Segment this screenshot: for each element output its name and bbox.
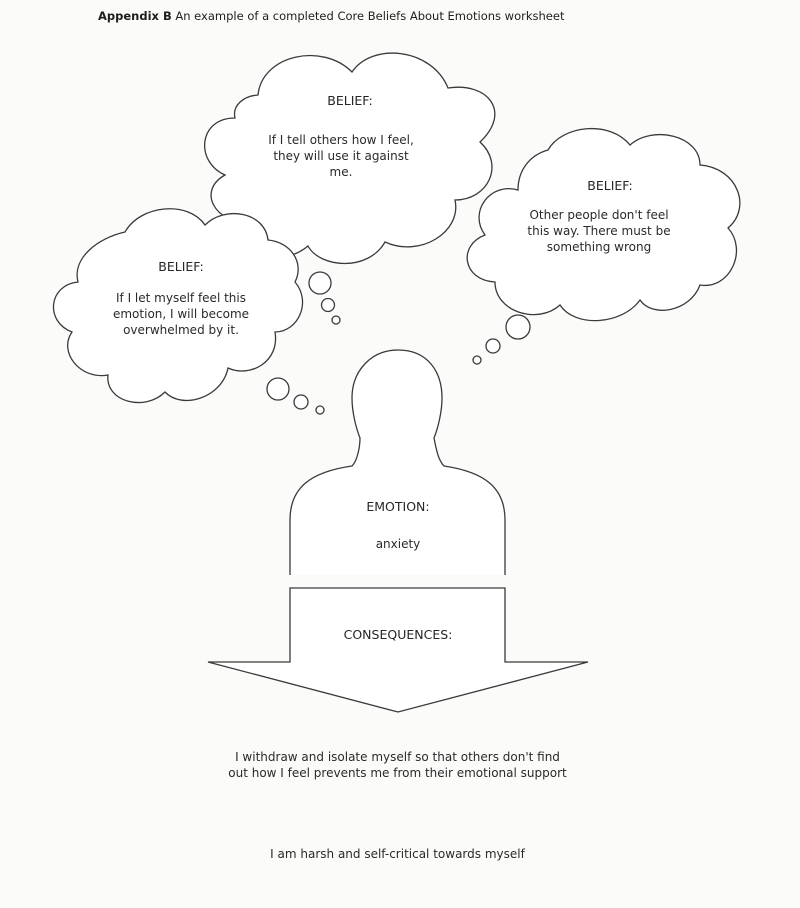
- belief-left-label: BELIEF:: [158, 259, 204, 274]
- thought-bubble-right-2: [486, 339, 500, 353]
- consequences-label: CONSEQUENCES:: [343, 627, 453, 642]
- worksheet-title: An example of a completed Core Beliefs About Emotions worksheet: [175, 9, 565, 23]
- belief-top-text: If I tell others how I feel, they will use it against me.: [268, 133, 414, 179]
- thought-bubble-right-3: [473, 356, 481, 364]
- emotion-label: EMOTION:: [366, 499, 430, 514]
- belief-left-text: If I let myself feel this emotion, I will become overwhelmed by it.: [112, 291, 250, 337]
- consequences-arrow: [208, 588, 588, 712]
- thought-bubble-top-3: [332, 316, 340, 324]
- thought-bubble-right-1: [506, 315, 530, 339]
- thought-bubble-left-2: [294, 395, 308, 409]
- belief-top-label: BELIEF:: [327, 93, 373, 108]
- thought-bubble-left-3: [316, 406, 324, 414]
- belief-right-text: Other people don't feel this way. There must be something wrong: [527, 208, 671, 254]
- consequence-item-1: I withdraw and isolate myself so that others don't find out how I feel prevents me from their emotional support: [228, 750, 567, 780]
- appendix-label: Appendix B: [98, 9, 172, 23]
- belief-right-label: BELIEF:: [587, 178, 633, 193]
- thought-bubble-left-1: [267, 378, 289, 400]
- consequence-item-2: I am harsh and self-critical towards myself: [270, 847, 525, 861]
- thought-bubble-top-1: [309, 272, 331, 294]
- thought-bubble-top-2: [322, 299, 335, 312]
- emotion-value: anxiety: [375, 537, 421, 551]
